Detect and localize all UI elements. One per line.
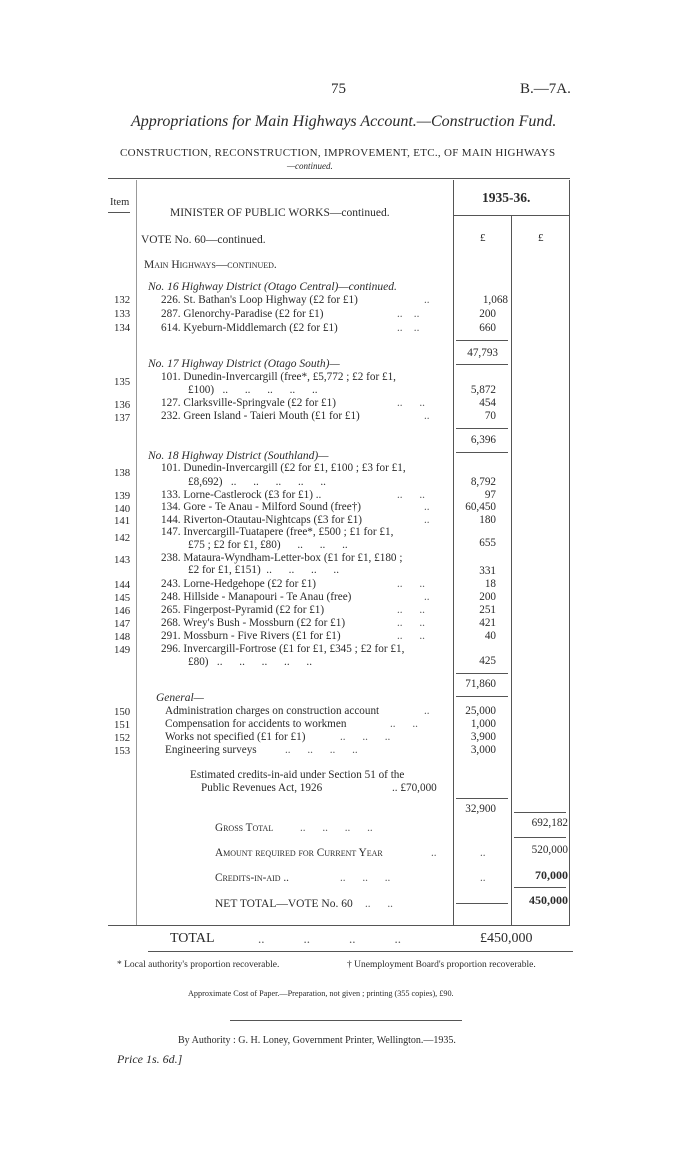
item-amount: 40	[484, 630, 496, 642]
leader-dots: .. ..	[397, 630, 425, 642]
item-amount: 3,900	[470, 731, 496, 743]
leader-dots: ..	[424, 294, 430, 306]
general-subtotal: 32,900	[465, 803, 496, 815]
item-number: 147	[114, 618, 131, 630]
item-number: 143	[114, 554, 131, 566]
credits-in-aid-value: 70,000	[535, 868, 568, 882]
item-description: 268. Wrey's Bush - Mossburn (£2 for £1)	[161, 617, 346, 629]
grand-total-rule	[148, 951, 573, 952]
district-16-subtotal: 47,793	[467, 347, 498, 359]
item-description-cont: £100) .. .. .. .. ..	[188, 384, 318, 396]
net-total-dots: .. ..	[365, 898, 393, 910]
item-number: 152	[114, 732, 131, 744]
item-description: 147. Invercargill-Tuatapere (free*, £500 ; £1 for £1,	[161, 526, 394, 538]
leader-dots: ..	[424, 514, 430, 526]
amount-column-rule-right	[569, 180, 570, 925]
footnote-local-authority: * Local authority's proportion recoverable.	[117, 960, 280, 970]
item-amount: 454	[479, 397, 496, 409]
subtotal-rule	[456, 673, 508, 674]
leader-dots: .. ..	[390, 718, 418, 730]
item-description: Engineering surveys	[165, 744, 257, 756]
item-number: 136	[114, 399, 131, 411]
footnote-unemployment-board: † Unemployment Board's proportion recoverable.	[347, 960, 536, 970]
item-number: 135	[114, 376, 131, 388]
leader-dots: .. ..	[397, 322, 420, 334]
credits-note-amount: .. £70,000	[392, 782, 437, 794]
leader-dots: ..	[424, 410, 430, 422]
item-description: 144. Riverton-Otautau-Nightcaps (£3 for £1)	[161, 514, 363, 526]
credits-in-aid-mid: ..	[480, 872, 486, 884]
item-amount: 180	[479, 514, 496, 526]
item-amount: 200	[479, 308, 496, 320]
credits-note-line2: Public Revenues Act, 1926	[201, 782, 323, 794]
item-description: 133. Lorne-Castlerock (£3 for £1) ..	[161, 489, 322, 501]
leader-dots: ..	[424, 591, 430, 603]
item-number: 145	[114, 592, 131, 604]
credits-note-line1: Estimated credits-in-aid under Section 51 of the	[190, 769, 405, 781]
item-amount: 60,450	[465, 501, 496, 513]
item-amount: 8,792	[470, 476, 496, 488]
item-description-cont: £75 ; £2 for £1, £80) .. .. ..	[188, 539, 348, 551]
item-description: 238. Mataura-Wyndham-Letter-box (£1 for £1, £180 ;	[161, 552, 403, 564]
item-amount: 200	[479, 591, 496, 603]
item-description: 265. Fingerpost-Pyramid (£2 for £1)	[161, 604, 325, 616]
amount-required-mid: ..	[480, 847, 486, 859]
item-description: 243. Lorne-Hedgehope (£2 for £1)	[161, 578, 317, 590]
item-amount: 97	[484, 489, 496, 501]
table-top-rule	[108, 178, 570, 179]
district-18-subtotal: 71,860	[465, 678, 496, 690]
cost-note: Approximate Cost of Paper.—Preparation, not given ; printing (355 copies), £90.	[188, 989, 454, 998]
item-number: 139	[114, 490, 131, 502]
item-number: 144	[114, 579, 131, 591]
item-description-cont: £8,692) .. .. .. .. ..	[188, 476, 326, 488]
item-description-cont: £80) .. .. .. .. ..	[188, 656, 312, 668]
page-number: 75	[331, 81, 346, 97]
item-amount: 70	[484, 410, 496, 422]
authority-line: By Authority : G. H. Loney, Government Printer, Wellington.—1935.	[178, 1035, 456, 1046]
net-total-label: NET TOTAL—VOTE No. 60	[215, 898, 353, 910]
leader-dots: ..	[424, 501, 430, 513]
leader-dots: .. .. .. ..	[285, 744, 358, 756]
leader-dots: .. ..	[397, 397, 425, 409]
item-description: 232. Green Island - Taieri Mouth (£1 for £1)	[161, 410, 360, 422]
leader-dots: .. ..	[397, 489, 425, 501]
item-amount: 655	[479, 537, 496, 549]
credits-in-aid-dots: .. .. ..	[340, 872, 391, 884]
gross-total-value: 692,182	[531, 817, 568, 829]
general-heading: General—	[156, 692, 204, 704]
subtotal-rule	[456, 696, 508, 697]
item-amount: 25,000	[465, 705, 496, 717]
item-header-underline	[108, 212, 130, 213]
item-description-cont: £2 for £1, £151) .. .. .. ..	[188, 564, 340, 576]
leader-dots: .. ..	[397, 578, 425, 590]
page-title: Appropriations for Main Highways Account.—Construction Fund.	[131, 113, 557, 130]
item-number: 138	[114, 467, 131, 479]
item-number: 133	[114, 308, 131, 320]
item-amount: 18	[484, 578, 496, 590]
leader-dots: .. .. ..	[340, 731, 391, 743]
pound-sign-col1: £	[480, 232, 486, 244]
item-number: 149	[114, 644, 131, 656]
subtotal-rule	[456, 428, 508, 429]
subtotal-rule	[456, 798, 508, 799]
text-column-rule	[136, 180, 137, 925]
item-description: Works not specified (£1 for £1)	[165, 731, 306, 743]
credits-in-aid-label: Credits-in-aid ..	[215, 872, 289, 884]
item-description: 291. Mossburn - Five Rivers (£1 for £1)	[161, 630, 341, 642]
item-number: 142	[114, 532, 131, 544]
item-number: 151	[114, 719, 131, 731]
item-number: 141	[114, 515, 131, 527]
item-number: 134	[114, 322, 131, 334]
leader-dots: .. ..	[397, 308, 420, 320]
price: Price 1s. 6d.]	[117, 1052, 183, 1066]
item-amount: 331	[479, 565, 496, 577]
leader-dots: .. ..	[397, 604, 425, 616]
leader-dots: .. ..	[397, 617, 425, 629]
district-17-heading: No. 17 Highway District (Otago South)—	[148, 358, 340, 370]
total-rule	[514, 812, 566, 813]
item-number: 140	[114, 503, 131, 515]
item-description: Administration charges on construction account	[165, 705, 380, 717]
authority-rule	[230, 1020, 462, 1021]
district-16-heading: No. 16 Highway District (Otago Central)—continued.	[148, 281, 397, 293]
minister-heading: MINISTER OF PUBLIC WORKS—continued.	[170, 207, 390, 219]
item-description: 101. Dunedin-Invercargill (£2 for £1, £100 ; £3 for £1,	[161, 462, 406, 474]
item-number: 146	[114, 605, 131, 617]
item-description: 614. Kyeburn-Middlemarch (£2 for £1)	[161, 322, 338, 334]
amount-required-value: 520,000	[531, 844, 568, 856]
amount-required-dots: ..	[431, 847, 437, 859]
item-amount: 251	[479, 604, 496, 616]
total-rule	[514, 887, 566, 888]
item-description: 248. Hillside - Manapouri - Te Anau (free)	[161, 591, 352, 603]
pound-sign-col2: £	[538, 232, 544, 244]
grand-total-dots: .. .. .. ..	[258, 931, 401, 946]
amount-required-label: Amount required for Current Year	[215, 847, 383, 859]
item-number: 150	[114, 706, 131, 718]
item-amount: 3,000	[470, 744, 496, 756]
year-header: 1935-36.	[482, 190, 531, 205]
item-amount: 1,000	[470, 718, 496, 730]
item-amount: 660	[479, 322, 496, 334]
item-amount: 5,872	[470, 384, 496, 396]
item-number: 148	[114, 631, 131, 643]
gross-total-label: Gross Total	[215, 822, 274, 834]
item-column-header: Item	[110, 197, 130, 208]
net-total-value: 450,000	[529, 893, 568, 907]
net-total-rule	[456, 903, 508, 904]
district-18-heading: No. 18 Highway District (Southland)—	[148, 450, 329, 462]
item-number: 137	[114, 412, 131, 424]
vote-heading: VOTE No. 60—continued.	[141, 234, 266, 246]
item-amount: 1,068	[482, 294, 508, 306]
item-amount: 425	[479, 655, 496, 667]
grand-total-value: £450,000	[480, 931, 533, 946]
item-number: 153	[114, 745, 131, 757]
year-header-underline	[453, 215, 570, 216]
item-number: 132	[114, 294, 131, 306]
subtitle-line1: CONSTRUCTION, RECONSTRUCTION, IMPROVEMENT, ETC., OF MAIN HIGHWAYS	[120, 147, 556, 159]
subtitle-line2: —continued.	[287, 161, 333, 171]
leader-dots: ..	[424, 705, 430, 717]
total-rule	[514, 837, 566, 838]
item-description: 296. Invercargill-Fortrose (£1 for £1, £345 ; £2 for £1,	[161, 643, 405, 655]
item-description: 101. Dunedin-Invercargill (free*, £5,772 ; £2 for £1,	[161, 371, 396, 383]
item-description: 127. Clarksville-Springvale (£2 for £1)	[161, 397, 336, 409]
item-description: Compensation for accidents to workmen	[165, 718, 347, 730]
subtotal-rule	[456, 364, 508, 365]
page-reference: B.—7A.	[520, 81, 571, 97]
item-description: 287. Glenorchy-Paradise (£2 for £1)	[161, 308, 324, 320]
subtotal-rule	[456, 452, 508, 453]
grand-total-label: TOTAL	[170, 931, 215, 946]
item-amount: 421	[479, 617, 496, 629]
gross-total-dots: .. .. .. ..	[300, 822, 373, 834]
district-17-subtotal: 6,396	[470, 434, 496, 446]
item-description: 226. St. Bathan's Loop Highway (£2 for £1)	[161, 294, 358, 306]
table-bottom-rule	[108, 925, 570, 926]
main-highways-heading: Main Highways—continued.	[144, 259, 277, 271]
item-description: 134. Gore - Te Anau - Milford Sound (free†)	[161, 501, 362, 513]
subtotal-rule	[456, 340, 508, 341]
